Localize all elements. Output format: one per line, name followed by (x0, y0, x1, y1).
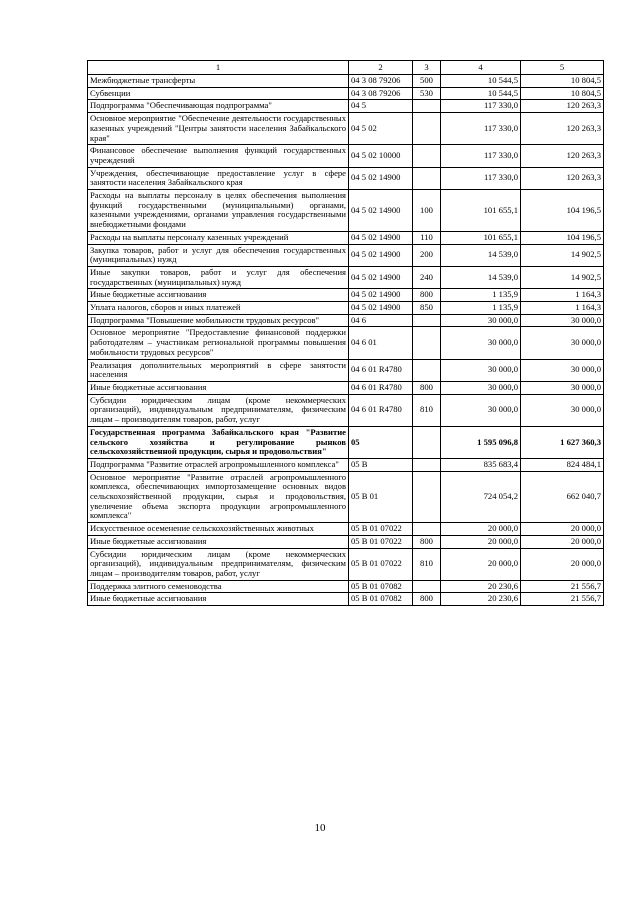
row-value-year1-cell: 10 544,5 (441, 87, 521, 100)
table-row (88, 394, 604, 426)
row-expense-type-cell: 500 (413, 75, 441, 88)
row-expense-type-cell: 800 (413, 381, 441, 394)
row-expense-type-cell: 530 (413, 87, 441, 100)
row-code-cell: 05 (349, 426, 413, 458)
table-row (88, 113, 604, 145)
row-value-year1-cell: 117 330,0 (441, 113, 521, 145)
row-value-year1-cell: 20 230,6 (441, 593, 521, 606)
row-value-year1-cell: 835 683,4 (441, 458, 521, 471)
row-code-cell: 04 6 01 R4780 (349, 394, 413, 426)
row-value-year2-cell: 104 196,5 (521, 190, 604, 232)
row-code-cell: 04 5 02 14900 (349, 289, 413, 302)
row-code-cell: 04 5 02 14900 (349, 302, 413, 315)
budget-table-body (88, 61, 604, 606)
row-name-cell: Иные бюджетные ассигнования (88, 381, 349, 394)
row-value-year2-cell: 20 000,0 (521, 548, 604, 580)
row-value-year2-cell: 10 804,5 (521, 75, 604, 88)
row-value-year2-cell: 1 164,3 (521, 289, 604, 302)
row-value-year2-cell: 20 000,0 (521, 535, 604, 548)
row-name-cell: Уплата налогов, сборов и иных платежей (88, 302, 349, 315)
row-code-cell: 05 В 01 07022 (349, 548, 413, 580)
row-value-year2-cell: 120 263,3 (521, 167, 604, 189)
row-value-year1-cell: 30 000,0 (441, 381, 521, 394)
table-row (88, 100, 604, 113)
row-name-cell: Государственная программа Забайкальского края "Развитие сельского хозяйства и регулирование рынков сельскохозяйственной продукции, сырья и продовольствия" (88, 426, 349, 458)
row-code-cell: 04 3 08 79206 (349, 87, 413, 100)
row-expense-type-cell (413, 145, 441, 167)
row-name-cell: Иные бюджетные ассигнования (88, 593, 349, 606)
row-name-cell: Основное мероприятие "Обеспечение деятельности государственных казенных учреждений "Центры занятости населения Забайкальского края" (88, 113, 349, 145)
row-code-cell: 04 5 02 14900 (349, 167, 413, 189)
row-expense-type-cell: 240 (413, 266, 441, 288)
table-row (88, 302, 604, 315)
row-name-cell: Финансовое обеспечение выполнения функций государственных учреждений (88, 145, 349, 167)
row-value-year2-cell: 662 040,7 (521, 471, 604, 523)
row-value-year1-cell: 20 000,0 (441, 548, 521, 580)
row-expense-type-cell: 800 (413, 535, 441, 548)
row-expense-type-cell (413, 523, 441, 536)
table-row (88, 458, 604, 471)
row-value-year2-cell: 10 804,5 (521, 87, 604, 100)
row-value-year1-cell: 1 595 096,8 (441, 426, 521, 458)
row-value-year2-cell: 30 000,0 (521, 381, 604, 394)
row-name-cell: Иные бюджетные ассигнования (88, 289, 349, 302)
row-value-year1-cell: 30 000,0 (441, 394, 521, 426)
col-header: 2 (349, 61, 413, 75)
row-value-year2-cell: 1 164,3 (521, 302, 604, 315)
table-row (88, 523, 604, 536)
row-value-year1-cell: 724 054,2 (441, 471, 521, 523)
row-code-cell: 04 5 02 14900 (349, 244, 413, 266)
row-value-year1-cell: 20 000,0 (441, 535, 521, 548)
col-header: 1 (88, 61, 349, 75)
row-expense-type-cell (413, 426, 441, 458)
row-code-cell: 04 5 (349, 100, 413, 113)
row-value-year2-cell: 120 263,3 (521, 145, 604, 167)
row-expense-type-cell (413, 113, 441, 145)
row-expense-type-cell: 800 (413, 289, 441, 302)
table-row (88, 426, 604, 458)
col-header: 4 (441, 61, 521, 75)
row-value-year2-cell: 20 000,0 (521, 523, 604, 536)
table-row (88, 471, 604, 523)
row-name-cell: Иные бюджетные ассигнования (88, 535, 349, 548)
row-value-year1-cell: 101 655,1 (441, 190, 521, 232)
row-name-cell: Основное мероприятие "Предоставление финансовой поддержки работодателям – участникам региональной программы повышения мобильности трудовых ресурсов" (88, 327, 349, 359)
row-code-cell: 04 6 01 R4780 (349, 381, 413, 394)
row-value-year2-cell: 824 484,1 (521, 458, 604, 471)
row-code-cell: 04 6 01 (349, 327, 413, 359)
table-row (88, 289, 604, 302)
row-expense-type-cell: 810 (413, 394, 441, 426)
header-row (88, 61, 604, 75)
row-expense-type-cell: 100 (413, 190, 441, 232)
table-row (88, 381, 604, 394)
table-row (88, 87, 604, 100)
row-name-cell: Подпрограмма "Обеспечивающая подпрограмма" (88, 100, 349, 113)
row-value-year2-cell: 120 263,3 (521, 113, 604, 145)
row-name-cell: Расходы на выплаты персоналу казенных учреждений (88, 231, 349, 244)
row-code-cell: 05 В 01 07082 (349, 593, 413, 606)
row-expense-type-cell (413, 327, 441, 359)
row-value-year1-cell: 30 000,0 (441, 314, 521, 327)
row-expense-type-cell: 850 (413, 302, 441, 315)
row-value-year1-cell: 117 330,0 (441, 100, 521, 113)
row-name-cell: Субвенции (88, 87, 349, 100)
row-code-cell: 04 5 02 10000 (349, 145, 413, 167)
row-code-cell: 04 5 02 (349, 113, 413, 145)
row-value-year1-cell: 117 330,0 (441, 145, 521, 167)
row-name-cell: Расходы на выплаты персоналу в целях обеспечения выполнения функций государственными (муниципальными) органами, казенными учреждениями, органами управления государственными внебюджетными фондами (88, 190, 349, 232)
row-name-cell: Поддержка элитного семеноводства (88, 580, 349, 593)
table-row (88, 327, 604, 359)
row-value-year2-cell: 30 000,0 (521, 327, 604, 359)
table-row (88, 593, 604, 606)
row-expense-type-cell (413, 458, 441, 471)
row-code-cell: 04 3 08 79206 (349, 75, 413, 88)
row-name-cell: Межбюджетные трансферты (88, 75, 349, 88)
col-header: 3 (413, 61, 441, 75)
row-code-cell: 05 В 01 (349, 471, 413, 523)
row-value-year1-cell: 30 000,0 (441, 327, 521, 359)
table-row (88, 535, 604, 548)
row-value-year1-cell: 20 000,0 (441, 523, 521, 536)
row-value-year2-cell: 14 902,5 (521, 244, 604, 266)
page-number: 10 (314, 822, 326, 834)
row-name-cell: Подпрограмма "Развитие отраслей агропромышленного комплекса" (88, 458, 349, 471)
table-row (88, 145, 604, 167)
row-value-year2-cell: 14 902,5 (521, 266, 604, 288)
row-code-cell: 05 В 01 07022 (349, 523, 413, 536)
row-expense-type-cell (413, 167, 441, 189)
row-value-year1-cell: 14 539,0 (441, 266, 521, 288)
budget-table (87, 60, 604, 606)
row-name-cell: Иные закупки товаров, работ и услуг для обеспечения государственных (муниципальных) нужд (88, 266, 349, 288)
row-value-year2-cell: 21 556,7 (521, 580, 604, 593)
row-code-cell: 04 5 02 14900 (349, 190, 413, 232)
row-code-cell: 04 6 (349, 314, 413, 327)
table-row (88, 231, 604, 244)
row-expense-type-cell: 110 (413, 231, 441, 244)
row-name-cell: Учреждения, обеспечивающие предоставление услуг в сфере занятости населения Забайкальского края (88, 167, 349, 189)
table-row (88, 167, 604, 189)
row-value-year1-cell: 1 135,9 (441, 302, 521, 315)
table-row (88, 190, 604, 232)
table-row (88, 266, 604, 288)
row-code-cell: 04 5 02 14900 (349, 266, 413, 288)
table-row (88, 359, 604, 381)
table-row (88, 548, 604, 580)
row-value-year1-cell: 1 135,9 (441, 289, 521, 302)
row-expense-type-cell (413, 359, 441, 381)
row-value-year1-cell: 117 330,0 (441, 167, 521, 189)
row-code-cell: 05 В 01 07082 (349, 580, 413, 593)
row-name-cell: Субсидии юридическим лицам (кроме некоммерческих организаций), индивидуальным предпринимателям, физическим лицам – производителям товаров, работ, услуг (88, 394, 349, 426)
table-row (88, 314, 604, 327)
row-name-cell: Подпрограмма "Повышение мобильности трудовых ресурсов" (88, 314, 349, 327)
table-row (88, 580, 604, 593)
row-name-cell: Субсидии юридическим лицам (кроме некоммерческих организаций), индивидуальным предпринимателям, физическим лицам – производителям товаров, работ, услуг (88, 548, 349, 580)
row-value-year2-cell: 21 556,7 (521, 593, 604, 606)
row-value-year2-cell: 30 000,0 (521, 314, 604, 327)
row-expense-type-cell: 810 (413, 548, 441, 580)
col-header: 5 (521, 61, 604, 75)
row-expense-type-cell (413, 471, 441, 523)
row-expense-type-cell (413, 100, 441, 113)
row-value-year2-cell: 104 196,5 (521, 231, 604, 244)
row-value-year1-cell: 10 544,5 (441, 75, 521, 88)
row-value-year2-cell: 30 000,0 (521, 359, 604, 381)
row-name-cell: Закупка товаров, работ и услуг для обеспечения государственных (муниципальных) нужд (88, 244, 349, 266)
row-expense-type-cell (413, 580, 441, 593)
row-code-cell: 04 6 01 R4780 (349, 359, 413, 381)
row-value-year2-cell: 120 263,3 (521, 100, 604, 113)
row-expense-type-cell: 200 (413, 244, 441, 266)
row-code-cell: 05 В (349, 458, 413, 471)
row-name-cell: Искусственное осеменение сельскохозяйственных животных (88, 523, 349, 536)
table-row (88, 75, 604, 88)
row-code-cell: 05 В 01 07022 (349, 535, 413, 548)
row-value-year2-cell: 1 627 360,3 (521, 426, 604, 458)
row-name-cell: Основное мероприятие "Развитие отраслей агропромышленного комплекса, обеспечивающих импортозамещение основных видов сельскохозяйственной продукции, сырья и продовольствия, увеличение объема экспорта продукции агропромышленного комплекса" (88, 471, 349, 523)
row-name-cell: Реализация дополнительных мероприятий в сфере занятости населения (88, 359, 349, 381)
row-value-year1-cell: 30 000,0 (441, 359, 521, 381)
row-value-year1-cell: 20 230,6 (441, 580, 521, 593)
row-value-year1-cell: 14 539,0 (441, 244, 521, 266)
table-row (88, 244, 604, 266)
row-expense-type-cell (413, 314, 441, 327)
row-expense-type-cell: 800 (413, 593, 441, 606)
row-code-cell: 04 5 02 14900 (349, 231, 413, 244)
row-value-year2-cell: 30 000,0 (521, 394, 604, 426)
row-value-year1-cell: 101 655,1 (441, 231, 521, 244)
